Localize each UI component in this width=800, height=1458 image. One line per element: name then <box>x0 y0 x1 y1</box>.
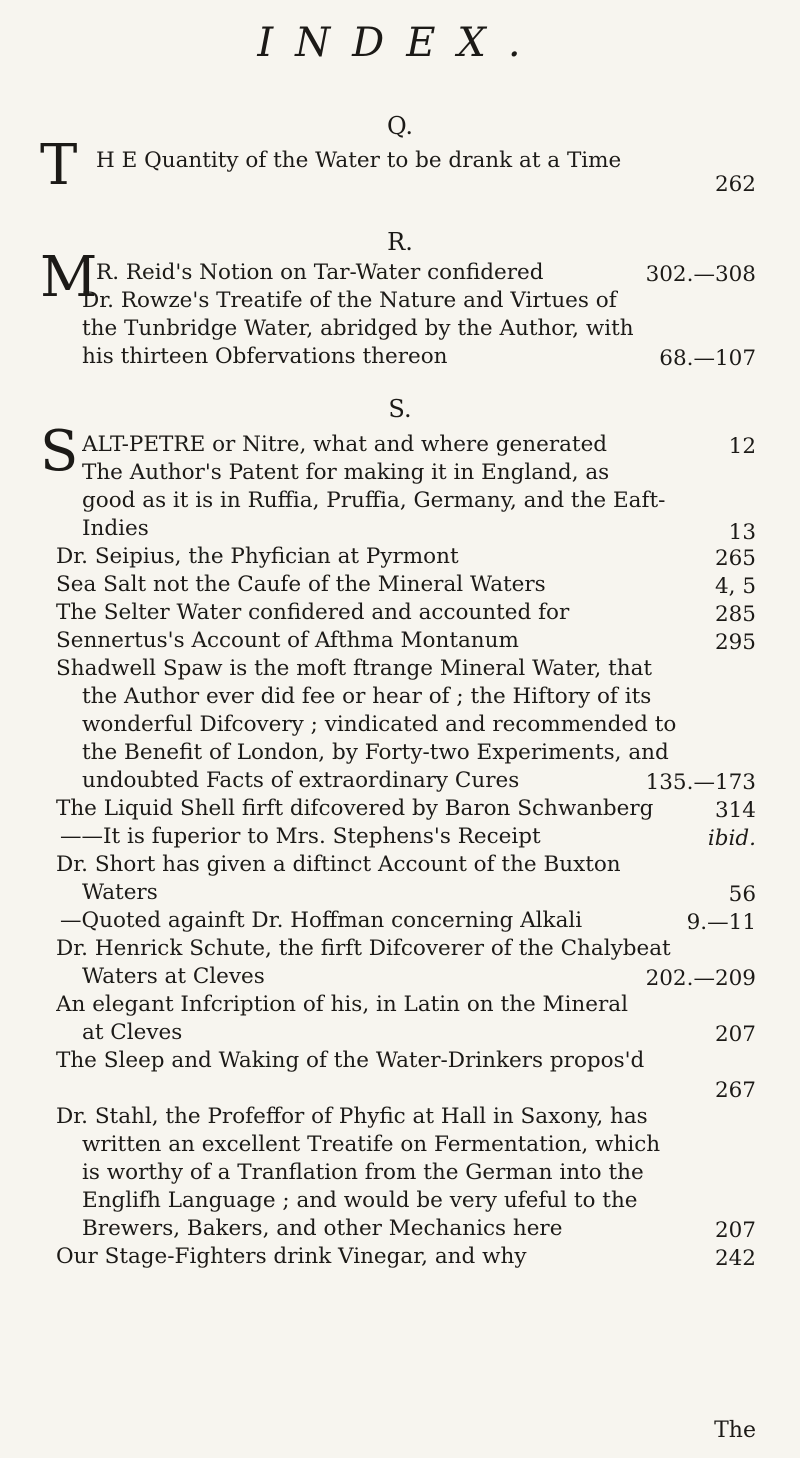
page-ref: 295 <box>714 630 756 655</box>
page-ref: 207 <box>714 1218 756 1243</box>
index-entry: The Liquid Shell firft difcovered by Baron Schwanberg <box>56 798 654 820</box>
index-entry: undoubted Facts of extraordinary Cures <box>82 770 520 792</box>
index-entry: R. Reid's Notion on Tar-Water confidered <box>96 262 544 284</box>
index-entry: ——It is fuperior to Mrs. Stephens's Receipt <box>60 826 541 848</box>
index-entry: the Tunbridge Water, abridged by the Author, with <box>82 318 634 340</box>
index-entry: wonderful Difcovery ; vindicated and recommended to <box>82 714 677 736</box>
page-ref: 12 <box>728 434 756 459</box>
section-letter-s: S. <box>388 395 412 423</box>
index-entry: Shadwell Spaw is the moft ftrange Mineral Water, that <box>56 658 653 680</box>
page-ref: 285 <box>714 602 756 627</box>
page-ref: 4, 5 <box>714 574 756 599</box>
index-entry: good as it is in Ruffia, Pruffia, Germany, and the Eaft- <box>82 490 666 512</box>
drop-cap-m: M <box>40 245 98 310</box>
index-entry: An elegant Infcription of his, in Latin on the Mineral <box>56 994 628 1016</box>
drop-cap-t: T <box>40 133 78 198</box>
section-letter-r: R. <box>387 228 413 256</box>
index-entry: Englifh Language ; and would be very ufeful to the <box>82 1190 638 1212</box>
page-ref: 314 <box>714 798 756 823</box>
page-ref: 267 <box>714 1078 756 1103</box>
page-ref: ibid. <box>707 826 756 851</box>
index-entry: —Quoted againft Dr. Hoffman concerning Alkali <box>60 910 583 932</box>
index-entry: the Benefit of London, by Forty-two Experiments, and <box>82 742 669 764</box>
index-entry: the Author ever did fee or hear of ; the Hiftory of its <box>82 686 652 708</box>
index-entry: Waters <box>82 882 158 904</box>
drop-cap-s: S <box>40 419 79 484</box>
index-entry: Dr. Henrick Schute, the firft Difcoverer of the Chalybeat <box>56 938 671 960</box>
page-ref: 9.—11 <box>686 910 756 935</box>
index-entry: The Selter Water confidered and accounted for <box>56 602 570 624</box>
page-ref: 13 <box>728 520 756 545</box>
page-ref: 68.—107 <box>659 346 756 371</box>
index-entry: Sea Salt not the Caufe of the Mineral Waters <box>56 574 546 596</box>
page-ref: 262 <box>714 172 756 197</box>
index-entry: Indies <box>82 518 149 540</box>
index-entry: H E Quantity of the Water to be drank at a Time <box>96 150 622 172</box>
index-entry: The Author's Patent for making it in England, as <box>82 462 610 484</box>
index-entry: Our Stage-Fighters drink Vinegar, and why <box>56 1246 527 1268</box>
section-letter-q: Q. <box>386 112 414 140</box>
index-entry: Brewers, Bakers, and other Mechanics here <box>82 1218 563 1240</box>
index-entry: his thirteen Obfervations thereon <box>82 346 448 368</box>
index-entry: The Sleep and Waking of the Water-Drinkers propos'd <box>56 1050 645 1072</box>
index-entry: Dr. Rowze's Treatife of the Nature and Virtues of <box>82 290 617 312</box>
index-entry: ALT-PETRE or Nitre, what and where generated <box>82 434 608 456</box>
index-entry: written an excellent Treatife on Fermentation, which <box>82 1134 661 1156</box>
page-ref: 207 <box>714 1022 756 1047</box>
index-entry: is worthy of a Tranflation from the German into the <box>82 1162 644 1184</box>
index-entry: Dr. Short has given a diftinct Account of the Buxton <box>56 854 621 876</box>
index-entry: at Cleves <box>82 1022 183 1044</box>
index-entry: Dr. Seipius, the Phyfician at Pyrmont <box>56 546 459 568</box>
page-title: INDEX. <box>257 20 543 66</box>
page-ref: 56 <box>728 882 756 907</box>
page-ref: 202.—209 <box>645 966 756 991</box>
page-ref: 242 <box>714 1246 756 1271</box>
page-ref: 135.—173 <box>645 770 756 795</box>
catchword: The <box>714 1418 756 1443</box>
page-ref: 302.—308 <box>645 262 756 287</box>
index-entry: Waters at Cleves <box>82 966 265 988</box>
page-ref: 265 <box>714 546 756 571</box>
index-entry: Dr. Stahl, the Profeffor of Phyfic at Hall in Saxony, has <box>56 1106 648 1128</box>
index-entry: Sennertus's Account of Afthma Montanum <box>56 630 519 652</box>
